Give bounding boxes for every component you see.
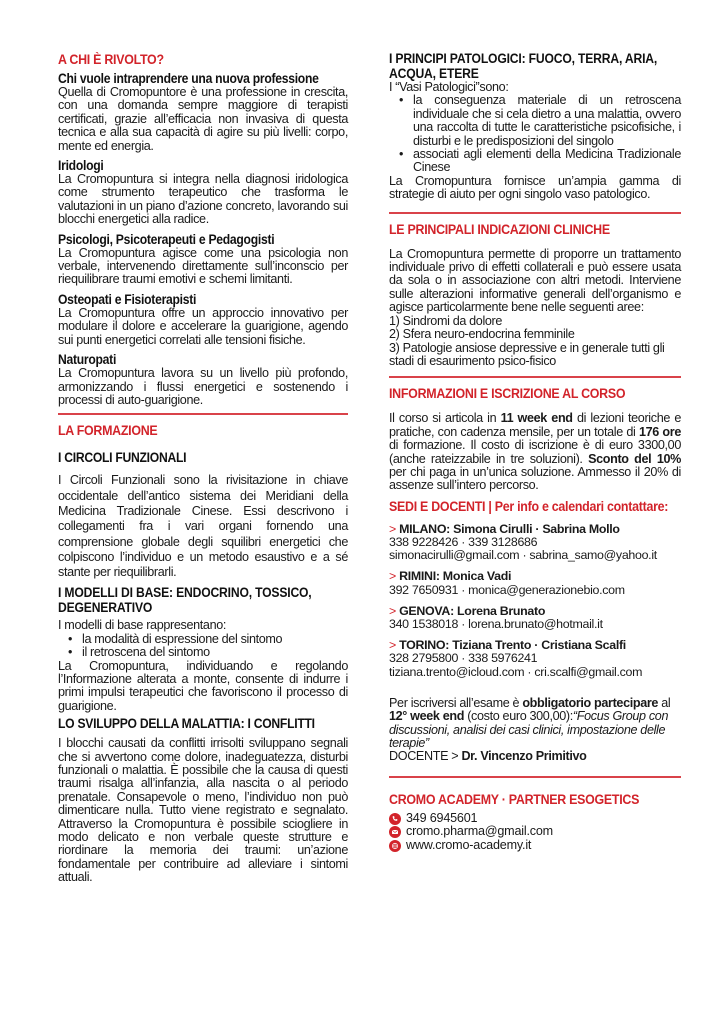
- email-icon: [389, 826, 401, 838]
- focus-group-description: “Focus Group con discussioni, analisi dei casi clinici, impostazione delle terapie”: [389, 709, 669, 750]
- footer-title: CROMO ACADEMY · PARTNER ESOGETICS: [389, 791, 640, 807]
- footer-web-row[interactable]: [389, 839, 681, 853]
- modelli-intro: I modelli di base rappresentano:: [58, 618, 227, 633]
- city-title: [389, 570, 681, 583]
- footer-phone-row[interactable]: [389, 812, 681, 826]
- group-text: La Cromopuntura agisce come una psicologia non verbale, intervenendo direttamente sull’inconscio per riequilibrare traumi emotivi e schemi limitanti.: [58, 245, 348, 287]
- weekend-number: 12° week end: [389, 709, 465, 724]
- modelli-text: La Cromopuntura, individuando e regolando l’Informazione alterata a monte, consente di indurre i primi impulsi terapeutici che favoriscono il processo di guarigione.: [58, 658, 348, 713]
- text-run: (costo euro 300,00):: [464, 709, 573, 724]
- right-column: [389, 52, 681, 852]
- city-block-milano: [389, 523, 681, 563]
- bullet-item: • il retroscena del sintomo: [68, 646, 348, 659]
- discount: Sconto del 10%: [588, 451, 681, 466]
- section-divider: [389, 376, 681, 378]
- text-run: al: [658, 695, 671, 710]
- section-divider: [58, 413, 348, 415]
- text-run: di formazione. Il costo di iscrizione è di euro 3300,00 (anche rateizzabile in tre soluzioni).: [389, 438, 681, 466]
- sviluppo-heading: LO SVILUPPO DELLA MALATTIA: I CONFLITTI: [58, 716, 315, 732]
- footer-email[interactable]: cromo.pharma@gmail.com: [406, 824, 553, 839]
- city-name: TORINO: Tiziana Trento · Cristiana Scalfi: [399, 638, 626, 653]
- modelli-bullets: [58, 633, 348, 660]
- city-name: RIMINI: Monica Vadi: [399, 569, 512, 584]
- sviluppo-text: I blocchi causati da conflitti irrisolti sviluppano segnali che si avvertono come dolore, inadeguatezza, disturbi funzionali o malattia. È possibile che la causa di questi traumi risalga all’infanzia, alla nascita o al periodo prenatale. Consapevole o meno, l’individuo non può dimenticare nulla. Tutto viene registrato e segnalato. Attraverso la Cromopuntura è possibile sciogliere in modo delicato e non verbale queste strutture e riordinare la memoria dei traumi: un’azione fondamentale per contribuire ad alleviare i sintomi attuali.: [58, 736, 348, 885]
- group-text: La Cromopuntura si integra nella diagnosi iridologica come strumento terapeutico che trasforma le valutazioni in un piano d’azione concreto, lavorando sui blocchi energetici alla radice.: [58, 172, 348, 227]
- circoli-text: I Circoli Funzionali sono la rivisitazione in chiave occidentale dell’antico sistema dei Meridiani della Medicina Tradizionale Cinese. Essi descrivono i collegamenti fra i vari organi fornendo una comprensione globale degli squilibri energetici che colpiscono l’individuo e un metodo esaustivo e a sé stante per riequilibrarli.: [58, 473, 348, 580]
- section-divider: [389, 776, 681, 778]
- arrow-marker-icon: >: [389, 638, 396, 653]
- contact-phones[interactable]: 328 2795800 · 338 5976241: [389, 651, 538, 666]
- contact-phones[interactable]: 338 9228426 · 339 3128686: [389, 534, 538, 549]
- bullet-item: • associati agli elementi della Medicina Tradizionale Cinese: [399, 148, 681, 175]
- contact-emails[interactable]: tiziana.trento@icloud.com · cri.scalfi@gmail.com: [389, 664, 643, 679]
- city-block-rimini: [389, 570, 681, 596]
- principi-bullets: [389, 94, 681, 174]
- section-title-iscrizione: INFORMAZIONI E ISCRIZIONE AL CORSO: [389, 386, 626, 402]
- city-name: MILANO: Simona Cirulli · Sabrina Mollo: [399, 521, 620, 536]
- section-title-sedi: SEDI E DOCENTI | Per info e calendari contattare:: [389, 498, 669, 514]
- footer-website[interactable]: www.cromo-academy.it: [406, 837, 532, 852]
- contact-line[interactable]: 340 1538018 · lorena.brunato@hotmail.it: [389, 616, 603, 631]
- indicazioni-item: 2) Sfera neuro-endocrina femminile: [389, 327, 575, 342]
- iscrizione-text: [389, 412, 681, 492]
- city-block-genova: [389, 605, 681, 631]
- text-run: Il corso si articola in: [389, 411, 501, 426]
- group-text: La Cromopuntura offre un approccio innovativo per modulare il dolore e accelerare la guarigione, agendo sui punti energetici correlati alle tensioni fisiche.: [58, 305, 348, 347]
- group-heading: Osteopati e Fisioterapisti: [58, 291, 197, 307]
- weekends-count: 11 week end: [500, 411, 573, 426]
- footer-phone[interactable]: 349 6945601: [406, 810, 478, 825]
- city-title: [389, 605, 681, 618]
- text-run: Per iscriversi all’esame è: [389, 695, 523, 710]
- group-heading: Iridologi: [58, 158, 104, 174]
- docente-label: DOCENTE >: [389, 749, 462, 764]
- modelli-heading: I MODELLI DI BASE: ENDOCRINO, TOSSICO, DEGENERATIVO: [58, 585, 312, 615]
- principi-text: La Cromopuntura fornisce un’ampia gamma di strategie di aiuto per ogni singolo vaso patologico.: [389, 173, 681, 202]
- left-column: [58, 52, 348, 885]
- section-title-a-chi: A CHI È RIVOLTO?: [58, 52, 164, 67]
- section-divider: [389, 212, 681, 214]
- indicazioni-item: 3) Patologie ansiose depressive e in generale tutti gli stadi di esaurimento psico-fisico: [389, 340, 665, 368]
- contact-emails[interactable]: simonacirulli@gmail.com · sabrina_samo@yahoo.it: [389, 548, 657, 563]
- total-hours: 176 ore: [638, 424, 681, 439]
- text-run: di lezioni teoriche e pratiche, con cadenza mensile, per un totale di: [389, 411, 681, 439]
- group-heading: Psicologi, Psicoterapeuti e Pedagogisti: [58, 231, 275, 247]
- principi-heading: I PRINCIPI PATOLOGICI: FUOCO, TERRA, ARIA, ACQUA, ETERE: [389, 51, 658, 81]
- arrow-marker-icon: >: [389, 569, 396, 584]
- indicazioni-item: 1) Sindromi da dolore: [389, 313, 503, 328]
- indicazioni-text: La Cromopuntura permette di proporre un trattamento individuale privo di effetti collaterali e può essere usata da sola o in associazione con altri metodi. Interviene sulle alterazioni informative generali dell’organismo e agisce particolarmente bene nelle seguenti aree:: [389, 246, 681, 315]
- group-heading: Naturopati: [58, 352, 117, 368]
- esame-text: [389, 697, 681, 764]
- bullet-item: • la conseguenza materiale di un retroscena individuale che si cela dietro a una malattia, ovvero una raccolta di tutte le caratteristiche psicofisiche, i disturbi e le predisposizioni del singolo: [399, 94, 681, 148]
- city-name: GENOVA: Lorena Brunato: [399, 603, 546, 618]
- footer-email-row[interactable]: [389, 825, 681, 839]
- section-title-formazione: LA FORMAZIONE: [58, 423, 158, 439]
- bullet-item: • la modalità di espressione del sintomo: [68, 633, 348, 646]
- arrow-marker-icon: >: [389, 603, 396, 618]
- group-heading: Chi vuole intraprendere una nuova professione: [58, 71, 319, 86]
- city-title: [389, 523, 681, 536]
- arrow-marker-icon: >: [389, 521, 396, 536]
- section-title-indicazioni: LE PRINCIPALI INDICAZIONI CLINICHE: [389, 221, 610, 237]
- text-run: per chi paga in un’unica soluzione. Ammesso il 20% di assenze sull’intero percorso.: [389, 464, 681, 493]
- circoli-heading: I CIRCOLI FUNZIONALI: [58, 450, 187, 466]
- docente-name: Dr. Vincenzo Primitivo: [461, 749, 587, 764]
- group-text: La Cromopuntura lavora su un livello più profondo, armonizzando i flussi energetici e sostenendo i processi di auto-guarigione.: [58, 366, 348, 407]
- mandatory-note: obbligatorio partecipare: [522, 695, 659, 710]
- contact-line[interactable]: 392 7650931 · monica@generazionebio.com: [389, 582, 625, 597]
- globe-icon: [389, 840, 401, 852]
- principi-intro: I “Vasi Patologici”sono:: [389, 80, 509, 94]
- city-block-torino: [389, 639, 681, 679]
- group-text: Quella di Cromopuntore è una professione in crescita, con una domanda sempre maggiore di terapisti certificati, grazie all’efficacia non invasiva di questa tecnica e alla sua capacità di agire su più livelli: corpo, mente ed energia.: [58, 85, 348, 153]
- phone-icon: [389, 813, 401, 825]
